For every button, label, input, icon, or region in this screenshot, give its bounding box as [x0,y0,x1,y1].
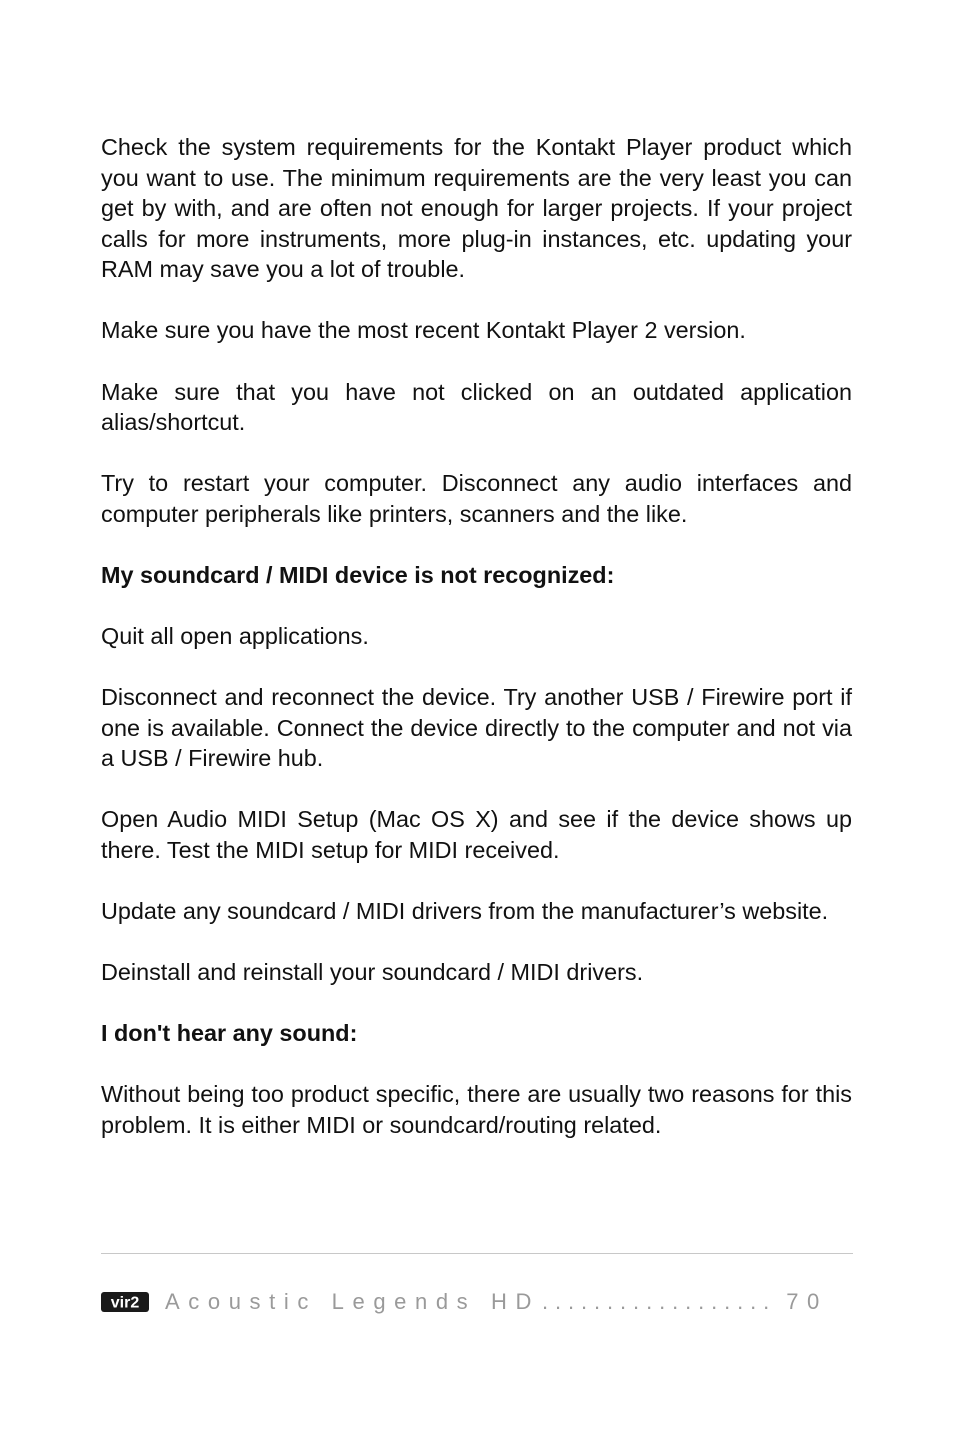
paragraph-reinstall-drivers: Deinstall and reinstall your soundcard / MIDI drivers. [101,959,644,986]
footer-product-title: Acoustic Legends HD [165,1289,540,1314]
svg-text:vir2: vir2 [110,1294,140,1312]
paragraph-no-sound-reasons: Without being too product specific, there are usually two reasons for this problem. It is either MIDI or soundcard/routing related. [101,1081,852,1138]
footer-divider [101,1253,853,1254]
footer-leader-dots: .................. [541,1289,777,1314]
vir2-logo-icon [101,1291,149,1313]
page-body [101,132,852,1171]
paragraph-audio-midi-setup: Open Audio MIDI Setup (Mac OS X) and see if the device shows up there. Test the MIDI setup for MIDI received. [101,806,852,863]
paragraph-quit-applications: Quit all open applications. [101,623,369,650]
paragraph-system-requirements: Check the system requirements for the Kontakt Player product which you want to use. The minimum requirements are the very least you can get by with, and are often not enough for larger projects. If your project calls for more instruments, more plug-in instances, etc. updating your RAM may save you a lot of trouble. [101,134,852,283]
paragraph-recent-version: Make sure you have the most recent Kontakt Player 2 version. [101,317,746,344]
paragraph-restart-computer: Try to restart your computer. Disconnect any audio interfaces and computer peripherals like printers, scanners and the like. [101,470,852,527]
footer-page-number: 70 [786,1289,828,1314]
heading-no-sound: I don't hear any sound: [101,1020,358,1047]
heading-soundcard-not-recognized: My soundcard / MIDI device is not recognized: [101,561,615,588]
paragraph-outdated-alias: Make sure that you have not clicked on an outdated application alias/shortcut. [101,378,852,436]
paragraph-update-drivers: Update any soundcard / MIDI drivers from the manufacturer’s website. [101,898,829,925]
page-footer [101,1287,853,1317]
paragraph-reconnect-device: Disconnect and reconnect the device. Try another USB / Firewire port if one is available. Connect the device directly to the computer and not via a USB / Firewire hub. [101,684,852,772]
